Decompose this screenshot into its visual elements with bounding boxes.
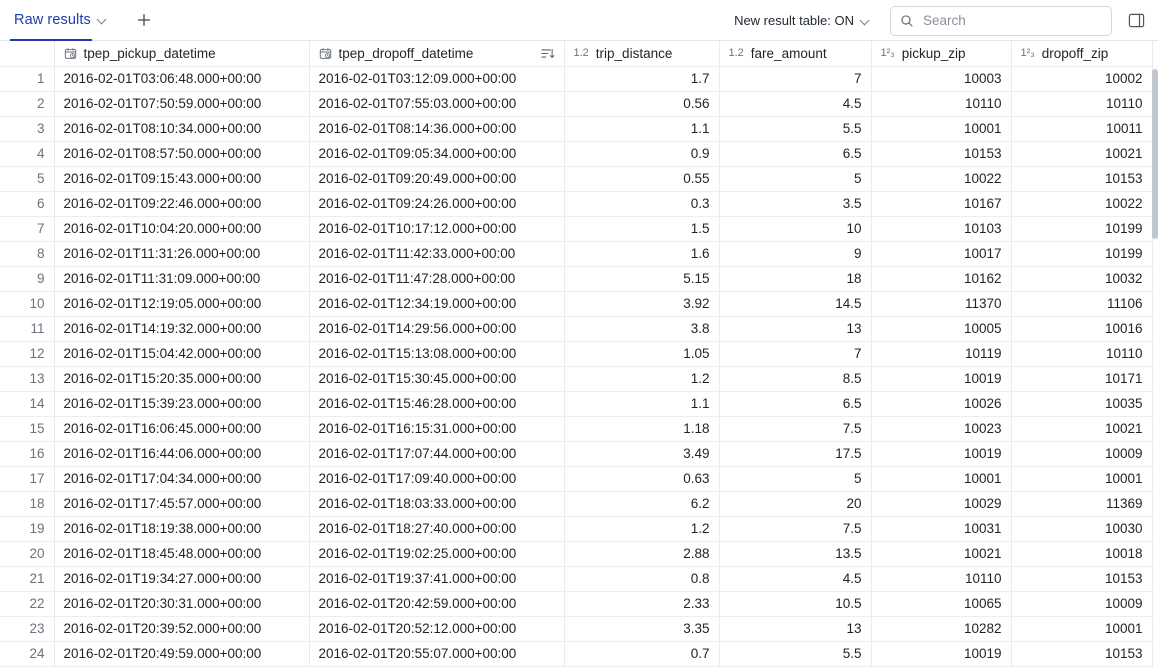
cell-pickup-zip[interactable]: 10153 [871,141,1011,166]
cell-tpep-dropoff-datetime[interactable]: 2016-02-01T15:30:45.000+00:00 [309,366,564,391]
cell-trip-distance[interactable]: 2.88 [564,541,719,566]
cell-dropoff-zip[interactable]: 10001 [1011,466,1152,491]
cell-fare-amount[interactable]: 7 [719,66,871,91]
table-row[interactable] [0,391,1152,416]
cell-tpep-pickup-datetime[interactable]: 2016-02-01T18:19:38.000+00:00 [54,516,309,541]
calendar-clock-icon [64,47,77,60]
cell-dropoff-zip[interactable]: 10171 [1011,366,1152,391]
cell-trip-distance[interactable]: 1.1 [564,116,719,141]
table-row[interactable] [0,516,1152,541]
cell-tpep-dropoff-datetime[interactable]: 2016-02-01T14:29:56.000+00:00 [309,316,564,341]
table-body [0,66,1152,666]
cell-tpep-dropoff-datetime[interactable]: 2016-02-01T19:02:25.000+00:00 [309,541,564,566]
column-header-label: trip_distance [595,45,673,61]
cell-fare-amount[interactable]: 6.5 [719,141,871,166]
row-number-cell: 8 [0,241,54,266]
cell-fare-amount[interactable]: 3.5 [719,191,871,216]
table-row[interactable] [0,441,1152,466]
cell-tpep-pickup-datetime[interactable]: 2016-02-01T20:30:31.000+00:00 [54,591,309,616]
cell-fare-amount[interactable]: 8.5 [719,366,871,391]
cell-fare-amount[interactable]: 17.5 [719,441,871,466]
cell-trip-distance[interactable]: 0.56 [564,91,719,116]
row-number-cell: 11 [0,316,54,341]
table-row[interactable] [0,366,1152,391]
cell-dropoff-zip[interactable]: 10021 [1011,141,1152,166]
cell-pickup-zip[interactable]: 10119 [871,341,1011,366]
cell-tpep-pickup-datetime[interactable]: 2016-02-01T15:39:23.000+00:00 [54,391,309,416]
row-number-cell: 22 [0,591,54,616]
cell-dropoff-zip[interactable]: 10199 [1011,216,1152,241]
chevron-down-icon[interactable] [860,15,872,27]
cell-tpep-dropoff-datetime[interactable]: 2016-02-01T20:52:12.000+00:00 [309,616,564,641]
column-header-label: pickup_zip [901,45,966,61]
cell-fare-amount[interactable]: 10.5 [719,591,871,616]
cell-tpep-dropoff-datetime[interactable]: 2016-02-01T15:46:28.000+00:00 [309,391,564,416]
cell-pickup-zip[interactable]: 10021 [871,541,1011,566]
cell-pickup-zip[interactable]: 10103 [871,216,1011,241]
row-number-cell: 12 [0,341,54,366]
cell-dropoff-zip[interactable]: 10018 [1011,541,1152,566]
cell-pickup-zip[interactable]: 10001 [871,116,1011,141]
cell-dropoff-zip[interactable]: 10030 [1011,516,1152,541]
row-number-cell: 4 [0,141,54,166]
table-header [0,41,1152,66]
cell-tpep-dropoff-datetime[interactable]: 2016-02-01T18:27:40.000+00:00 [309,516,564,541]
table-row[interactable] [0,91,1152,116]
right-panel-icon[interactable] [1122,7,1150,35]
cell-pickup-zip[interactable]: 10167 [871,191,1011,216]
column-header-label: tpep_pickup_datetime [83,45,216,61]
cell-trip-distance[interactable]: 1.1 [564,391,719,416]
cell-dropoff-zip[interactable]: 10199 [1011,241,1152,266]
cell-pickup-zip[interactable]: 10026 [871,391,1011,416]
cell-dropoff-zip[interactable]: 10153 [1011,641,1152,666]
new-result-table-label: New result table: ON [734,13,854,28]
column-header-pickup-zip[interactable] [871,41,1011,66]
column-header-label: dropoff_zip [1041,45,1109,61]
new-result-table-toggle[interactable] [726,8,880,33]
cell-trip-distance[interactable]: 0.55 [564,166,719,191]
cell-fare-amount[interactable]: 7 [719,341,871,366]
cell-fare-amount[interactable]: 5 [719,166,871,191]
cell-trip-distance[interactable]: 2.33 [564,591,719,616]
cell-dropoff-zip[interactable]: 10011 [1011,116,1152,141]
cell-dropoff-zip[interactable]: 10009 [1011,591,1152,616]
row-number-cell: 1 [0,66,54,91]
search-input-wrapper[interactable] [890,6,1112,36]
cell-trip-distance[interactable]: 3.8 [564,316,719,341]
row-number-cell: 2 [0,91,54,116]
cell-tpep-pickup-datetime[interactable]: 2016-02-01T09:22:46.000+00:00 [54,191,309,216]
cell-tpep-pickup-datetime[interactable]: 2016-02-01T12:19:05.000+00:00 [54,291,309,316]
column-header-fare-amount[interactable] [719,41,871,66]
cell-dropoff-zip[interactable]: 10153 [1011,566,1152,591]
row-number-cell: 5 [0,166,54,191]
cell-pickup-zip[interactable]: 10003 [871,66,1011,91]
row-number-cell: 6 [0,191,54,216]
search-input[interactable] [921,12,1102,29]
cell-tpep-pickup-datetime[interactable]: 2016-02-01T11:31:26.000+00:00 [54,241,309,266]
results-grid[interactable] [0,41,1158,670]
row-number-cell: 21 [0,566,54,591]
table-row[interactable] [0,291,1152,316]
cell-tpep-dropoff-datetime[interactable]: 2016-02-01T20:42:59.000+00:00 [309,591,564,616]
cell-dropoff-zip[interactable]: 10021 [1011,416,1152,441]
cell-fare-amount[interactable]: 10 [719,216,871,241]
column-header-tpep-dropoff-datetime[interactable] [309,41,564,66]
cell-tpep-dropoff-datetime[interactable]: 2016-02-01T08:14:36.000+00:00 [309,116,564,141]
cell-dropoff-zip[interactable]: 11106 [1011,291,1152,316]
cell-trip-distance[interactable]: 3.35 [564,616,719,641]
cell-trip-distance[interactable]: 3.92 [564,291,719,316]
cell-pickup-zip[interactable]: 10023 [871,416,1011,441]
table-row[interactable] [0,541,1152,566]
cell-pickup-zip[interactable]: 10005 [871,316,1011,341]
row-number-cell: 3 [0,116,54,141]
cell-pickup-zip[interactable]: 10001 [871,466,1011,491]
cell-fare-amount[interactable]: 13 [719,616,871,641]
cell-pickup-zip[interactable]: 10029 [871,491,1011,516]
cell-fare-amount[interactable]: 4.5 [719,91,871,116]
cell-dropoff-zip[interactable]: 10016 [1011,316,1152,341]
row-number-cell: 23 [0,616,54,641]
cell-tpep-dropoff-datetime[interactable]: 2016-02-01T20:55:07.000+00:00 [309,641,564,666]
cell-fare-amount[interactable]: 13.5 [719,541,871,566]
cell-dropoff-zip[interactable]: 10002 [1011,66,1152,91]
tab-raw-results-label: Raw results [14,12,91,28]
table-row[interactable] [0,116,1152,141]
cell-tpep-pickup-datetime[interactable]: 2016-02-01T16:06:45.000+00:00 [54,416,309,441]
cell-pickup-zip[interactable]: 10110 [871,566,1011,591]
cell-fare-amount[interactable]: 18 [719,266,871,291]
cell-tpep-dropoff-datetime[interactable]: 2016-02-01T17:09:40.000+00:00 [309,466,564,491]
column-header-trip-distance[interactable] [564,41,719,66]
cell-tpep-pickup-datetime[interactable]: 2016-02-01T07:50:59.000+00:00 [54,91,309,116]
cell-tpep-pickup-datetime[interactable]: 2016-02-01T16:44:06.000+00:00 [54,441,309,466]
cell-dropoff-zip[interactable]: 10032 [1011,266,1152,291]
decimal-icon: 1.2 [728,47,744,60]
cell-tpep-pickup-datetime[interactable]: 2016-02-01T03:06:48.000+00:00 [54,66,309,91]
table-row[interactable] [0,316,1152,341]
cell-pickup-zip[interactable]: 10019 [871,366,1011,391]
cell-trip-distance[interactable]: 0.9 [564,141,719,166]
cell-tpep-dropoff-datetime[interactable]: 2016-02-01T07:55:03.000+00:00 [309,91,564,116]
cell-tpep-dropoff-datetime[interactable]: 2016-02-01T18:03:33.000+00:00 [309,491,564,516]
cell-tpep-pickup-datetime[interactable]: 2016-02-01T10:04:20.000+00:00 [54,216,309,241]
cell-tpep-pickup-datetime[interactable]: 2016-02-01T17:04:34.000+00:00 [54,466,309,491]
cell-tpep-pickup-datetime[interactable]: 2016-02-01T09:15:43.000+00:00 [54,166,309,191]
table-row[interactable] [0,341,1152,366]
cell-trip-distance[interactable]: 1.6 [564,241,719,266]
cell-trip-distance[interactable]: 5.15 [564,266,719,291]
cell-tpep-dropoff-datetime[interactable]: 2016-02-01T11:47:28.000+00:00 [309,266,564,291]
cell-fare-amount[interactable]: 7.5 [719,416,871,441]
cell-pickup-zip[interactable]: 10065 [871,591,1011,616]
cell-trip-distance[interactable]: 1.7 [564,66,719,91]
cell-fare-amount[interactable]: 4.5 [719,566,871,591]
cell-tpep-pickup-datetime[interactable]: 2016-02-01T08:10:34.000+00:00 [54,116,309,141]
cell-tpep-pickup-datetime[interactable]: 2016-02-01T17:45:57.000+00:00 [54,491,309,516]
table-row[interactable] [0,416,1152,441]
table-row[interactable] [0,566,1152,591]
cell-pickup-zip[interactable]: 11370 [871,291,1011,316]
row-number-cell: 13 [0,366,54,391]
results-toolbar [0,0,1158,41]
cell-tpep-dropoff-datetime[interactable]: 2016-02-01T15:13:08.000+00:00 [309,341,564,366]
cell-dropoff-zip[interactable]: 10110 [1011,341,1152,366]
row-number-cell: 17 [0,466,54,491]
cell-tpep-pickup-datetime[interactable]: 2016-02-01T11:31:09.000+00:00 [54,266,309,291]
table-row[interactable] [0,166,1152,191]
cell-tpep-pickup-datetime[interactable]: 2016-02-01T15:20:35.000+00:00 [54,366,309,391]
cell-dropoff-zip[interactable]: 10009 [1011,441,1152,466]
table-row[interactable] [0,491,1152,516]
cell-pickup-zip[interactable]: 10110 [871,91,1011,116]
cell-pickup-zip[interactable]: 10022 [871,166,1011,191]
table-row[interactable] [0,466,1152,491]
search-icon [900,14,914,28]
cell-trip-distance[interactable]: 0.3 [564,191,719,216]
cell-fare-amount[interactable]: 20 [719,491,871,516]
cell-tpep-pickup-datetime[interactable]: 2016-02-01T14:19:32.000+00:00 [54,316,309,341]
cell-tpep-pickup-datetime[interactable]: 2016-02-01T15:04:42.000+00:00 [54,341,309,366]
cell-pickup-zip[interactable]: 10031 [871,516,1011,541]
cell-trip-distance[interactable]: 0.7 [564,641,719,666]
cell-dropoff-zip[interactable]: 10110 [1011,91,1152,116]
cell-fare-amount[interactable]: 7.5 [719,516,871,541]
table-row[interactable] [0,641,1152,666]
cell-dropoff-zip[interactable]: 10035 [1011,391,1152,416]
cell-fare-amount[interactable]: 5.5 [719,641,871,666]
column-header-tpep-pickup-datetime[interactable] [54,41,309,66]
cell-trip-distance[interactable]: 1.5 [564,216,719,241]
row-number-cell: 10 [0,291,54,316]
column-header-label: tpep_dropoff_datetime [338,45,474,61]
cell-fare-amount[interactable]: 5.5 [719,116,871,141]
table-row[interactable] [0,216,1152,241]
cell-tpep-dropoff-datetime[interactable]: 2016-02-01T19:37:41.000+00:00 [309,566,564,591]
cell-tpep-pickup-datetime[interactable]: 2016-02-01T19:34:27.000+00:00 [54,566,309,591]
cell-tpep-dropoff-datetime[interactable]: 2016-02-01T10:17:12.000+00:00 [309,216,564,241]
cell-tpep-pickup-datetime[interactable]: 2016-02-01T20:39:52.000+00:00 [54,616,309,641]
row-number-cell: 7 [0,216,54,241]
cell-tpep-pickup-datetime[interactable]: 2016-02-01T18:45:48.000+00:00 [54,541,309,566]
cell-tpep-dropoff-datetime[interactable]: 2016-02-01T16:15:31.000+00:00 [309,416,564,441]
decimal-icon: 1.2 [573,47,589,60]
table-row[interactable] [0,616,1152,641]
cell-pickup-zip[interactable]: 10282 [871,616,1011,641]
table-row[interactable] [0,241,1152,266]
toolbar-right-group [726,0,1150,41]
cell-dropoff-zip[interactable]: 10022 [1011,191,1152,216]
row-number-cell: 20 [0,541,54,566]
column-header-label: fare_amount [750,45,827,61]
cell-trip-distance[interactable]: 6.2 [564,491,719,516]
cell-fare-amount[interactable]: 13 [719,316,871,341]
cell-fare-amount[interactable]: 5 [719,466,871,491]
cell-trip-distance[interactable]: 1.18 [564,416,719,441]
table-row[interactable] [0,266,1152,291]
cell-tpep-pickup-datetime[interactable]: 2016-02-01T08:57:50.000+00:00 [54,141,309,166]
cell-trip-distance[interactable]: 0.8 [564,566,719,591]
calendar-clock-icon [319,47,332,60]
cell-pickup-zip[interactable]: 10019 [871,641,1011,666]
sort-icon[interactable] [540,47,555,60]
chevron-down-icon[interactable] [97,14,109,26]
row-number-cell: 19 [0,516,54,541]
column-header-dropoff-zip[interactable] [1011,41,1152,66]
cell-tpep-pickup-datetime[interactable]: 2016-02-01T20:49:59.000+00:00 [54,641,309,666]
cell-tpep-dropoff-datetime[interactable]: 2016-02-01T09:24:26.000+00:00 [309,191,564,216]
add-tab-button[interactable] [131,7,157,33]
cell-fare-amount[interactable]: 6.5 [719,391,871,416]
results-table [0,41,1153,667]
cell-pickup-zip[interactable]: 10017 [871,241,1011,266]
vertical-scrollbar[interactable] [1152,69,1158,670]
cell-tpep-dropoff-datetime[interactable]: 2016-02-01T11:42:33.000+00:00 [309,241,564,266]
cell-trip-distance[interactable]: 1.2 [564,366,719,391]
cell-trip-distance[interactable]: 1.2 [564,516,719,541]
cell-tpep-dropoff-datetime[interactable]: 2016-02-01T12:34:19.000+00:00 [309,291,564,316]
table-row[interactable] [0,141,1152,166]
cell-tpep-dropoff-datetime[interactable]: 2016-02-01T03:12:09.000+00:00 [309,66,564,91]
cell-pickup-zip[interactable]: 10162 [871,266,1011,291]
cell-tpep-dropoff-datetime[interactable]: 2016-02-01T09:20:49.000+00:00 [309,166,564,191]
cell-trip-distance[interactable]: 3.49 [564,441,719,466]
row-number-cell: 16 [0,441,54,466]
cell-pickup-zip[interactable]: 10019 [871,441,1011,466]
integer-icon: 1²₃ [880,47,895,60]
row-number-cell: 24 [0,641,54,666]
tab-raw-results[interactable] [10,0,113,40]
table-row[interactable] [0,191,1152,216]
row-number-cell: 9 [0,266,54,291]
vertical-scrollbar-thumb[interactable] [1152,69,1158,239]
table-row[interactable] [0,66,1152,91]
cell-tpep-dropoff-datetime[interactable]: 2016-02-01T09:05:34.000+00:00 [309,141,564,166]
cell-dropoff-zip[interactable]: 10001 [1011,616,1152,641]
table-row[interactable] [0,591,1152,616]
cell-dropoff-zip[interactable]: 11369 [1011,491,1152,516]
cell-fare-amount[interactable]: 14.5 [719,291,871,316]
cell-trip-distance[interactable]: 1.05 [564,341,719,366]
row-number-cell: 15 [0,416,54,441]
row-number-cell: 14 [0,391,54,416]
row-number-header [0,41,54,66]
row-number-cell: 18 [0,491,54,516]
cell-trip-distance[interactable]: 0.63 [564,466,719,491]
cell-tpep-dropoff-datetime[interactable]: 2016-02-01T17:07:44.000+00:00 [309,441,564,466]
cell-fare-amount[interactable]: 9 [719,241,871,266]
cell-dropoff-zip[interactable]: 10153 [1011,166,1152,191]
integer-icon: 1²₃ [1020,47,1035,60]
